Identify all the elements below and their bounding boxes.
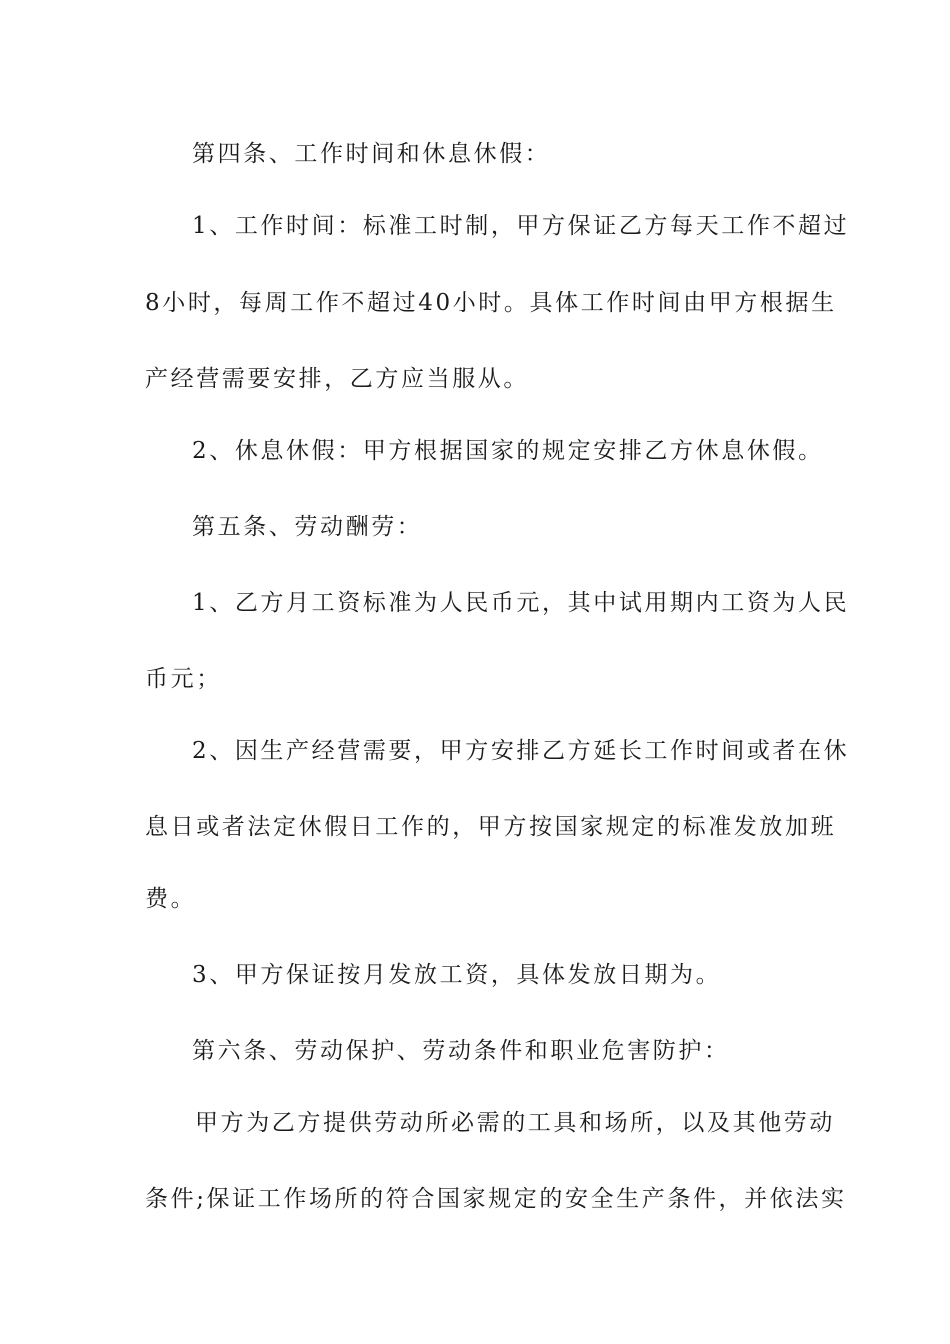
paragraph-line: 产经营需要安排，乙方应当服从。 <box>145 366 529 392</box>
article-4-heading: 第四条、工作时间和休息休假： <box>192 141 551 167</box>
article-5-heading: 第五条、劳动酬劳： <box>192 514 423 540</box>
paragraph-line: 8小时，每周工作不超过40小时。具体工作时间由甲方根据生 <box>145 290 837 316</box>
paragraph-line: 条件;保证工作场所的符合国家规定的安全生产条件，并依法实 <box>145 1186 847 1212</box>
paragraph-line: 3、甲方保证按月发放工资，具体发放日期为。 <box>192 962 722 988</box>
paragraph-line: 2、因生产经营需要，甲方安排乙方延长工作时间或者在休 <box>192 738 850 764</box>
article-6-heading: 第六条、劳动保护、劳动条件和职业危害防护： <box>192 1038 730 1064</box>
paragraph-line: 币元； <box>145 666 222 692</box>
paragraph-line: 甲方为乙方提供劳动所必需的工具和场所，以及其他劳动 <box>195 1110 835 1136</box>
paragraph-line: 费。 <box>145 886 197 912</box>
paragraph-line: 息日或者法定休假日工作的，甲方按国家规定的标准发放加班 <box>145 814 837 840</box>
paragraph-line: 2、休息休假：甲方根据国家的规定安排乙方休息休假。 <box>192 438 824 464</box>
paragraph-line: 1、乙方月工资标准为人民币元，其中试用期内工资为人民 <box>192 590 850 616</box>
paragraph-line: 1、工作时间：标准工时制，甲方保证乙方每天工作不超过 <box>192 213 850 239</box>
